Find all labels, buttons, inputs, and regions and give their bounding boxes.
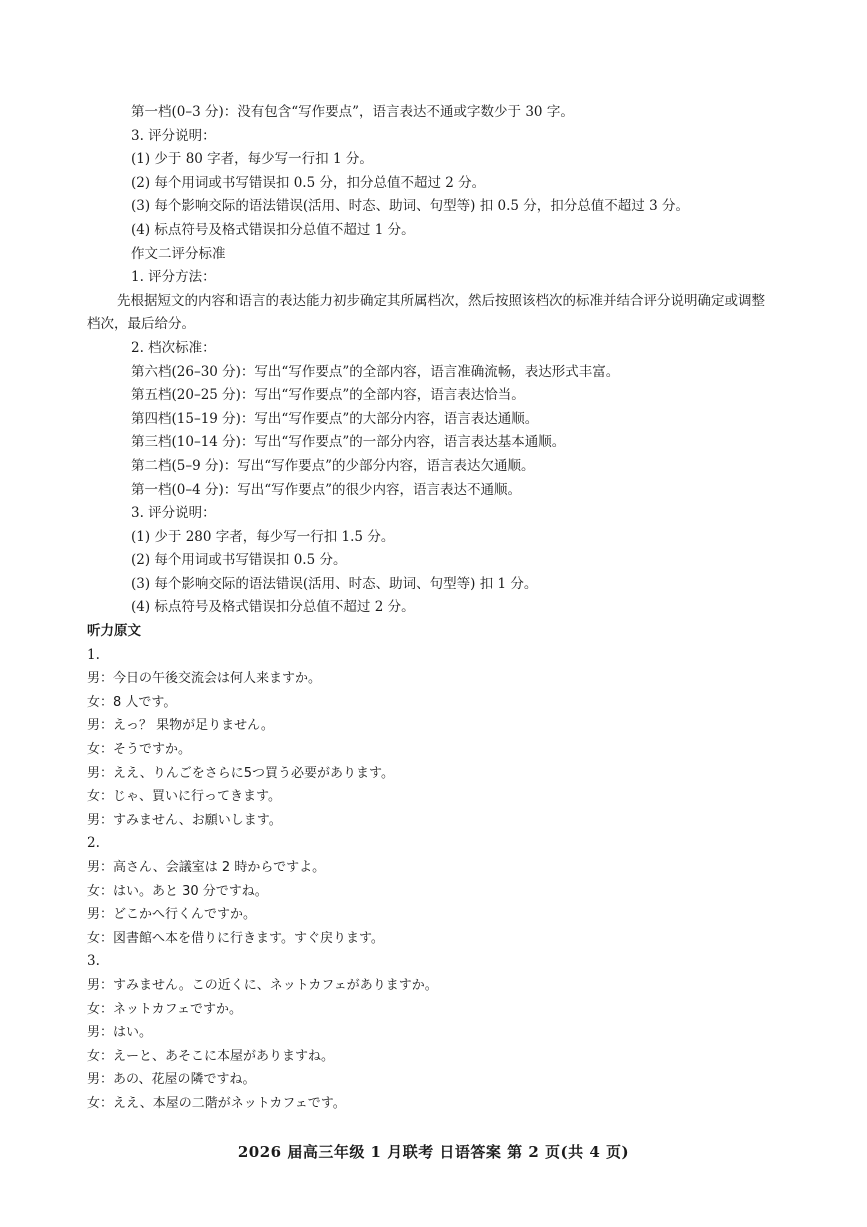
- essay1-note: (1) 少于 80 字者，每少写一行扣 1 分。: [131, 151, 373, 168]
- dialog-line: 男：はい。: [87, 1025, 153, 1041]
- dialog-line: 女：図書館へ本を借りに行きます。すぐ戻ります。: [87, 930, 384, 946]
- dialog-line: 男：高さん、会議室は 2 時からですよ。: [87, 860, 326, 875]
- essay1-note: (2) 每个用词或书写错误扣 0.5 分，扣分总值不超过 2 分。: [131, 174, 486, 191]
- listening-heading: 听力原文: [87, 623, 141, 640]
- listening-item-number: 3.: [87, 953, 100, 970]
- essay2-note: (1) 少于 280 字者，每少写一行扣 1.5 分。: [131, 528, 395, 545]
- essay2-notes-title: 3. 评分说明：: [131, 505, 216, 522]
- dialog-line: 女：ええ、本屋の二階がネットカフェです。: [87, 1095, 346, 1111]
- dialog-line: 女：8 人です。: [87, 694, 177, 710]
- dialog-line: 女：はい。あと 30 分ですね。: [87, 883, 268, 899]
- listening-item-number: 2.: [87, 835, 100, 852]
- essay1-notes-title: 3. 评分说明：: [131, 127, 216, 144]
- dialog-line: 女：えーと、あそこに本屋がありますね。: [87, 1048, 335, 1064]
- essay2-tier: 第五档(20–25 分)：写出“写作要点”的全部内容，语言表达恰当。: [131, 387, 525, 404]
- page-content: [87, 101, 787, 1116]
- essay2-tier: 第一档(0–4 分)：写出“写作要点”的很少内容，语言表达不通顺。: [131, 481, 522, 498]
- essay2-title: 作文二评分标准: [131, 245, 226, 262]
- dialog-line: 女：じゃ、買いに行ってきます。: [87, 789, 281, 805]
- dialog-line: 男：あの、花屋の隣ですね。: [87, 1072, 256, 1088]
- dialog-line: 男：どこかへ行くんですか。: [87, 907, 257, 923]
- essay2-note: (3) 每个影响交际的语法错误(活用、时态、助词、句型等) 扣 1 分。: [131, 575, 538, 592]
- dialog-line: 男：すみません、お願いします。: [87, 812, 282, 828]
- essay2-tier: 第六档(26–30 分)：写出“写作要点”的全部内容，语言准确流畅，表达形式丰富。: [131, 363, 620, 380]
- essay1-tier1: 第一档(0–3 分)：没有包含“写作要点”，语言表达不通或字数少于 30 字。: [131, 104, 574, 120]
- dialog-line: 男：ええ、りんごをさらに5つ買う必要があります。: [87, 765, 395, 781]
- dialog-line: 男：今日の午後交流会は何人来ますか。: [87, 671, 322, 687]
- essay2-tier: 第四档(15–19 分)：写出“写作要点”的大部分内容，语言表达通顺。: [131, 410, 539, 427]
- dialog-line: 男：すみません。この近くに、ネットカフェがありますか。: [87, 977, 438, 993]
- essay2-tier: 第三档(10–14 分)：写出“写作要点”的一部分内容，语言表达基本通顺。: [131, 434, 566, 451]
- essay2-note: (2) 每个用词或书写错误扣 0.5 分。: [131, 552, 347, 569]
- essay1-note: (4) 标点符号及格式错误扣分总值不超过 1 分。: [131, 221, 415, 238]
- essay2-note: (4) 标点符号及格式错误扣分总值不超过 2 分。: [131, 599, 415, 616]
- page-footer: 2026 届高三年级 1 月联考 日语答案 第 2 页(共 4 页): [237, 1143, 630, 1161]
- dialog-line: 女：そうですか。: [87, 742, 192, 758]
- listening-item-number: 1.: [87, 646, 100, 663]
- essay2-method-text: 先根据短文的内容和语言的表达能力初步确定其所属档次，然后按照该档次的标准并结合评分说明确定或调整档次，最后给分。: [87, 292, 765, 333]
- dialog-line: 女：ネットカフェですか。: [87, 1001, 242, 1017]
- essay2-tiers-title: 2. 档次标准：: [131, 339, 216, 356]
- essay1-note: (3) 每个影响交际的语法错误(活用、时态、助词、句型等) 扣 0.5 分，扣分总值不超过 3 分。: [131, 198, 689, 215]
- essay2-tier: 第二档(5–9 分)：写出“写作要点”的少部分内容，语言表达欠通顺。: [131, 457, 535, 474]
- essay2-method-title: 1. 评分方法：: [131, 269, 216, 286]
- dialog-line: 男：えっ？ 果物が足りません。: [87, 718, 274, 734]
